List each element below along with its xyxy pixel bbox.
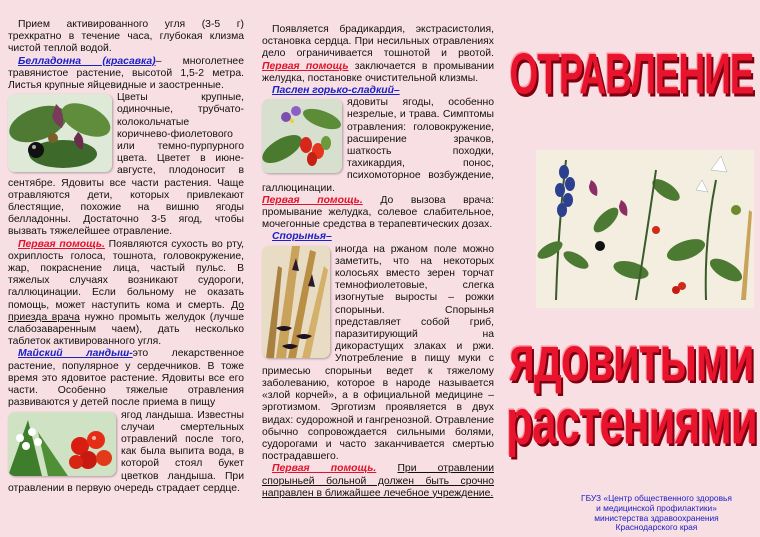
- ergot-photo: [262, 246, 330, 358]
- first-aid-label: Первая помощь: [262, 60, 349, 72]
- middle-column: [262, 0, 494, 537]
- lily-poisoning-text: ягод ландыша. Известны случаи смертельных отравлений после того, как была выпита вода, в которой стоял букет цветков ландыша. При отравлении в первую очередь страдает сердце.: [8, 409, 244, 494]
- paslen-description: ядовиты ягоды, особенно незрелые, и трава. Симптомы отравления: головокружение, расширение зрачков, шаткость походки, тахикардия, понос, психомоторное возбуждение, галлюцинации.: [262, 97, 494, 194]
- ergot-name: Спорынья–: [272, 231, 332, 243]
- cover-panel: [503, 0, 760, 537]
- first-aid-label: Первая помощь.: [272, 463, 377, 475]
- paslen-name: Паслен горько-сладкий–: [272, 85, 400, 97]
- ergot-intro: [262, 231, 494, 243]
- lily-name: Майский ландыш-: [18, 348, 133, 360]
- paslen-intro: [262, 85, 494, 97]
- belladonna-description: Цветы крупные, одиночные, трубчато-колокольчатые коричнево-фиолетового или темно-пурпурного цвета. Цветет в июне-августе, плодоносит в сентябре. Ядовиты все части растения. Чаще отравляются дети, которых привлекают блестящие, похожие на вишню ягоды белладонны. Достаточно 3-5 ягод, чтобы вызвать тяжелейшее отравление.: [8, 92, 244, 238]
- paslen-photo: [262, 99, 342, 173]
- title-line-2: ядовитыми: [509, 323, 754, 395]
- belladonna-photo: [8, 94, 112, 172]
- first-aid-label: Первая помощь.: [262, 194, 363, 206]
- title-line-3: растениями: [506, 386, 757, 458]
- first-aid-label: Первая помощь.: [18, 238, 105, 250]
- charcoal-paragraph: Прием активированного угля (3-5 г) трехкратно в течение часа, глубокая клизма чистой теплой водой.: [8, 19, 244, 55]
- organization-credit: ГБУЗ «Центр общественного здоровья и медицинской профилактики» министерства здравоохранения Краснодарского края: [581, 493, 732, 533]
- poisonous-plants-illustration: [536, 150, 754, 308]
- belladonna-first-aid: Первая помощь. Появляются сухость во рту, охриплость голоса, тошнота, головокружение, жар, покраснение лица, частый пульс. В тяжелых случаях возникают судороги, галлюцинации. Если больному не оказать помощь, может наступить кома и смерть. До приезда врача нужно промыть желудок (лучше слабозаваренным чаем), дать несколько таблеток активированного угля.: [8, 238, 245, 348]
- heart-symptoms-paragraph: Появляется брадикардия, экстрасистолия, остановка сердца. При несильных отравлениях дело ограничивается тошнотой и рвотой. Первая помощь заключается в промывании желудка, постановке очистительной клизмы.: [262, 24, 495, 84]
- ergot-description: иногда на ржаном поле можно заметить, что на некоторых колосьях вместо зерен торчат темнофиолетовые, слегка изогнутые выросты – рожки спорыньи. Спорынья представляет собой гриб, паразитирующий на дикорастущих злаках и ржи. Употребление в пищу муки с примесью спорыньи ведет к тяжелому заболеванию, которое в народе называется «злой корчей», а в официальной медицине – эрготизмом. Эрготизм проявляется в двух видах: судорожной и гангренозной. Отравление обычно сопровождается сильными болями, судорогами и часто заканчивается смертью пострадавшего.: [262, 243, 494, 463]
- paslen-first-aid: Первая помощь. До вызова врача: промывание желудка, солевое слабительное, мочегонные средства в терапевтических дозах.: [262, 194, 494, 231]
- lily-photo: [8, 412, 116, 476]
- belladonna-name: Белладонна (красавка): [18, 55, 156, 67]
- ergot-first-aid: Первая помощь. При отравлении спорыньей больной должен быть срочно направлен в ближайшее лечебное учреждение.: [262, 463, 494, 499]
- left-column: [8, 0, 244, 537]
- lily-paragraph: Майский ландыш-это лекарственное растение, популярное у сердечников. В тоже время это ядовитое растение. Ядовиты все его части. Особенно тяжелые отравления развиваются у детей после приема в пищу: [8, 348, 244, 409]
- title-line-1: ОТРАВЛЕНИЕ: [509, 42, 754, 106]
- belladonna-intro: Белладонна (красавка)– многолетнее травянистое растение, высотой 1,5-2 метра. Листья крупные яйцевидные и заостренные.: [8, 55, 244, 92]
